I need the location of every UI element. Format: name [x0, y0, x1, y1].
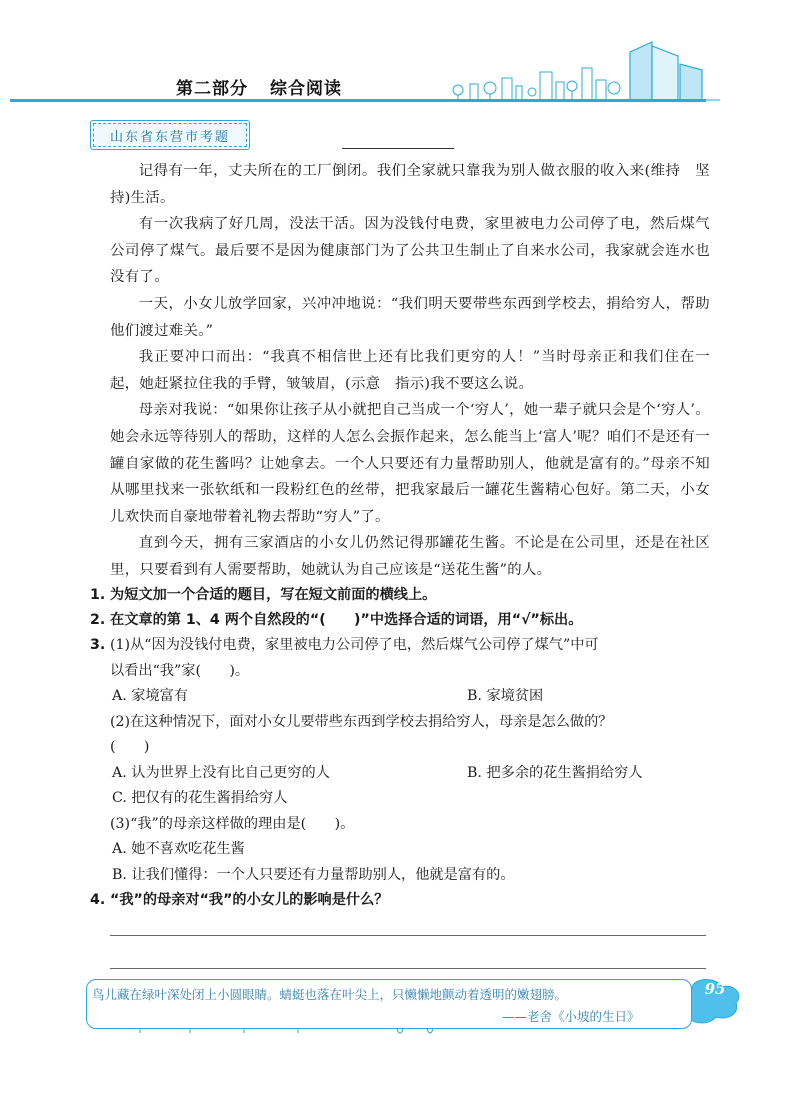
option-a[interactable]: A. 认为世界上没有比自己更穷的人 [112, 764, 330, 781]
part-label: 第二部分 [176, 79, 248, 99]
question-4 [90, 888, 715, 913]
article-paragraph: 直到今天，拥有三家酒店的小女儿仍然记得那罐花生酱。不论是在公司里，还是在社区里，只要看到有人需要帮助，她就认为自己应该是“送花生酱”的人。 [110, 535, 710, 578]
article-body [110, 158, 710, 584]
section-title [176, 74, 342, 99]
option-a[interactable]: A. 家境富有 [112, 688, 189, 704]
question-text: 在文章的第 1、4 两个自然段的“( )”中选择合适的词语，用“√”标出。 [110, 612, 583, 628]
question-number: 4. [90, 892, 106, 908]
article-paragraph: 我正要冲口而出：“我真不相信世上还有比我们更穷的人！”当时母亲正和我们住在一起，她赶紧拉住我的手臂，皱皱眉，(示意 指示)我不要这么说。 [110, 349, 710, 392]
title-answer-blank[interactable] [342, 148, 454, 149]
question-number: 3. [90, 637, 106, 653]
option-c[interactable]: C. 把仅有的花生酱捐给穷人 [112, 790, 288, 806]
section-label: 综合阅读 [270, 79, 342, 99]
header-rule [10, 99, 706, 102]
option-b[interactable]: B. 家境贫困 [467, 688, 544, 704]
article-paragraph: 记得有一年，丈夫所在的工厂倒闭。我们全家就只靠我为别人做衣服的收入来(维持 坚持)生活。 [110, 163, 710, 206]
footer-quote: 鸟儿藏在绿叶深处闭上小圆眼睛。蜻蜓也落在叶尖上，只懒懒地颤动着透明的嫩翅膀。 [92, 987, 568, 1002]
option-row [90, 786, 715, 812]
question-1 [90, 583, 715, 608]
source-label: 山东省东营市考题 [93, 123, 247, 147]
question-2 [90, 608, 715, 633]
option-row [90, 863, 715, 889]
page-number: 95 [704, 980, 726, 998]
article-paragraph: 母亲对我说：“如果你让孩子从小就把自己当成一个‘穷人’，她一辈子就只会是个‘穷人’。她会永远等待别人的帮助，这样的人怎么会振作起来，怎么能当上‘富人’呢？咱们不是还有一罐自家做的花生酱吗？让她拿去。一个人只要还有力量帮助别人，他就是富有的。”母亲不知从哪里找来一张软纸和一段粉红色的丝带，把我家最后一罐花生酱精心包好。第二天，小女儿欢快而自豪地带着礼物去帮助“穷人”了。 [110, 402, 710, 525]
question-text: “我”的母亲对“我”的小女儿的影响是什么？ [110, 892, 389, 908]
article-paragraph: 一天，小女儿放学回家，兴冲冲地说：“我们明天要带些东西到学校去，捐给穷人，帮助他们渡过难关。” [110, 295, 710, 339]
sub-question-text: 以看出“我”家( )。 [110, 662, 250, 679]
page-footer [0, 975, 794, 1035]
option-row [90, 761, 715, 787]
question-text: 为短文加一个合适的题目，写在短文前面的横线上。 [110, 587, 437, 603]
answer-line[interactable] [110, 935, 706, 936]
city-skyline-decoration [440, 38, 720, 106]
option-b[interactable]: B. 让我们懂得：一个人只要还有力量帮助别人，他就是富有的。 [112, 866, 515, 883]
question-3 [90, 633, 715, 888]
option-b[interactable]: B. 把多余的花生酱捐给穷人 [467, 764, 643, 781]
answer-line[interactable] [110, 968, 706, 969]
source-tag [90, 120, 250, 150]
question-list [90, 583, 715, 913]
article-paragraph: 有一次我病了好几周，没法干活。因为没钱付电费，家里被电力公司停了电，然后煤气公司停了煤气。最后要不是因为健康部门为了公共卫生制止了自来水公司，我家就会连水也没有了。 [110, 216, 710, 286]
option-row [90, 684, 715, 710]
option-row [90, 837, 715, 863]
footer-credit: ——老舍《小坡的生日》 [502, 1009, 640, 1024]
sub-question-text: (1)从“因为没钱付电费，家里被电力公司停了电，然后煤气公司停了煤气”中可 [110, 637, 599, 653]
sub-question-text: (2)在这种情况下，面对小女儿要带些东西到学校去捐给穷人，母亲是怎么做的？ [110, 713, 613, 730]
question-number: 2. [90, 612, 106, 628]
question-number: 1. [90, 587, 106, 603]
answer-bracket[interactable]: ( ) [110, 739, 150, 755]
page-header [0, 0, 794, 110]
sub-question-text: (3)“我”的母亲这样做的理由是( )。 [110, 815, 355, 832]
option-a[interactable]: A. 她不喜欢吃花生酱 [112, 841, 245, 857]
